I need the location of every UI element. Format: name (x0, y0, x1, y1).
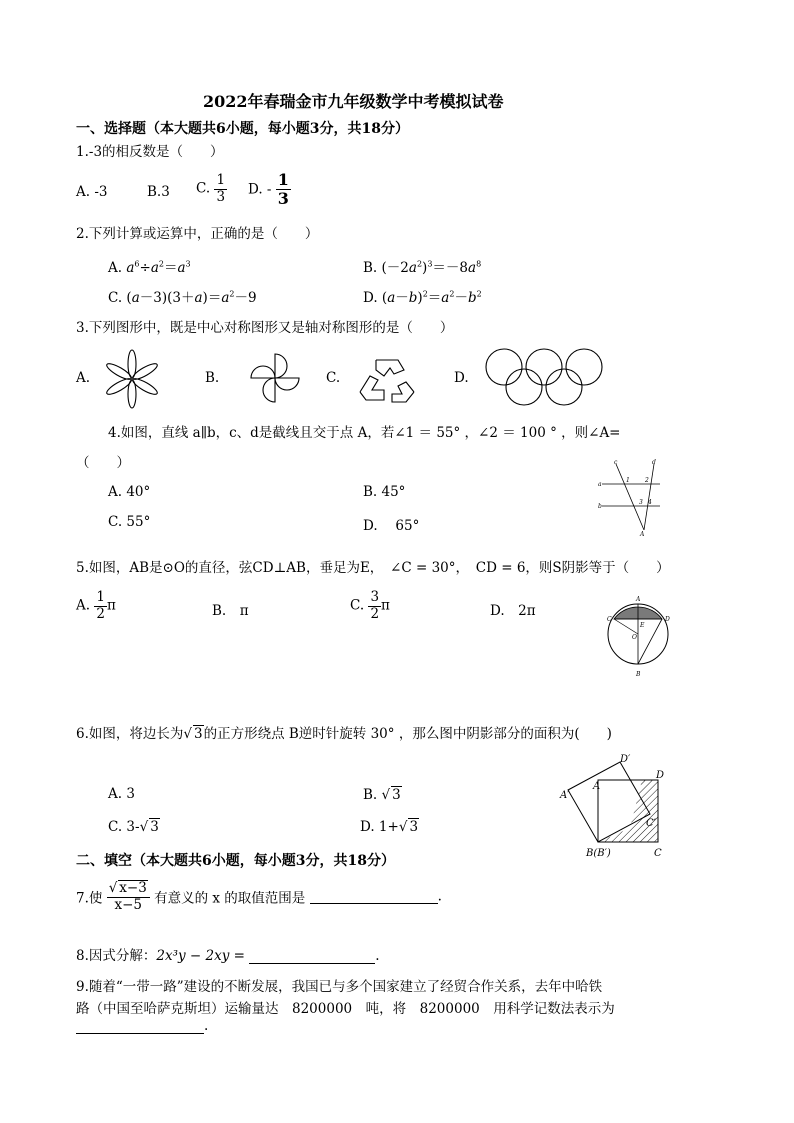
q1-option-d-fraction (276, 171, 291, 209)
q5-c-numerator: 3 (370, 589, 380, 605)
q3-figure-pinwheel (247, 350, 303, 406)
q4-figure-transversals (598, 460, 662, 536)
q1-c-numerator: 1 (216, 172, 226, 188)
q1-c-denominator: 3 (216, 188, 226, 205)
q4-fig-label-3: 3 (639, 499, 643, 506)
q5-c-denominator: 2 (370, 605, 380, 622)
q7-radicand: x−3 (119, 880, 147, 896)
q5-option-a-suffix: π (106, 597, 116, 614)
q4-fig-label-b: b (598, 503, 602, 510)
q5-fig-label-D: D (665, 616, 670, 623)
q9-end: . (204, 1018, 209, 1034)
q2-option-a-prefix: A. (108, 260, 123, 276)
q6-option-c-prefix: C. 3- (108, 819, 140, 835)
q3-option-b: B. (205, 370, 220, 386)
q2-option-d-prefix: D. (363, 290, 378, 306)
q6-fig-label-B: B(B′) (586, 848, 611, 859)
question-7 (76, 880, 442, 913)
q5-option-c-fraction (368, 590, 381, 622)
q1-option-a: A. -3 (76, 184, 108, 200)
q6-fig-label-Aprime: A′ (560, 790, 570, 801)
q7-pre: 7.使 (76, 890, 103, 907)
q6-option-b-radicand: 3 (392, 787, 401, 803)
q6-fig-label-C: C (654, 848, 662, 859)
q4-fig-label-a: a (598, 481, 602, 488)
q6-option-c: C. 3-√ 3 (108, 819, 159, 835)
q6-fig-label-Dprime: D′ (620, 754, 631, 765)
q6-stem-post: 的正方形绕点 B逆时针旋转 30° ，那么图中阴影部分的面积为( ) (203, 726, 612, 742)
q6-fig-label-A: A (593, 781, 601, 792)
question-9-line2: 路（中国至哈萨克斯坦）运输量达 8200000 吨，将 8200000 用科学记数法表示为 (76, 1001, 615, 1017)
q3-option-a: A. (76, 370, 91, 386)
q6-fig-label-D: D (656, 770, 665, 781)
question-1-stem: 1.-3的相反数是（ ） (76, 144, 224, 160)
section-heading-choice: 一、选择题（本大题共6小题，每小题3分，共18分） (76, 121, 409, 137)
q5-option-c (350, 590, 390, 622)
q3-figure-petals (100, 347, 164, 411)
question-2-stem: 2.下列计算或运算中，正确的是（ ） (76, 226, 319, 242)
q6-option-d: D. 1+√ 3 (360, 819, 419, 835)
question-3-stem: 3.下列图形中，既是中心对称图形又是轴对称图形的是（ ） (76, 320, 454, 336)
q3-option-c: C. (326, 370, 341, 386)
q7-post: 有意义的 x 的取值范围是 (154, 890, 306, 907)
q1-option-b: B.3 (147, 184, 170, 200)
q2-option-b: B. $(-2a^2)^3=-8a^8$ (363, 259, 482, 276)
q7-denominator: x−5 (114, 896, 142, 913)
q4-option-d: D. 65° (363, 518, 420, 534)
q4-option-b: B. 45° (363, 484, 406, 500)
q1-d-denominator: 3 (277, 189, 289, 209)
q5-a-numerator: 1 (96, 589, 105, 605)
q4-option-c: C. 55° (108, 514, 151, 530)
q5-figure-circle (598, 590, 680, 680)
q1-option-c (196, 173, 227, 205)
q1-option-d-prefix: D. - (248, 181, 272, 198)
q4-fig-label-c: c (614, 459, 618, 466)
question-5-stem: 5.如图，AB是⊙O的直径，弦CD⊥AB，垂足为E， ∠C = 30°， CD = 6，则S阴影等于（ ） (76, 560, 670, 576)
q2-option-d: D. $(a-b)^2=a^2-b^2$ (363, 289, 482, 306)
q5-fig-label-A: A (636, 596, 641, 603)
q4-fig-label-d: d (652, 459, 656, 466)
q6-figure-rotated-squares (560, 752, 684, 862)
q2-option-b-prefix: B. (363, 260, 378, 276)
q6-option-d-prefix: D. 1+ (360, 819, 399, 835)
question-9-answer (76, 1018, 208, 1034)
q8-end: . (375, 948, 380, 964)
q8-answer-blank[interactable] (249, 949, 375, 964)
q5-option-c-suffix: π (381, 597, 390, 614)
q5-option-a-fraction (94, 590, 107, 622)
q6-stem-radicand: 3 (194, 726, 203, 742)
q9-answer-blank[interactable] (76, 1019, 204, 1034)
page-title: 2022年春瑞金市九年级数学中考模拟试卷 (203, 92, 504, 111)
q4-fig-label-1: 1 (626, 477, 630, 484)
q6-option-d-radicand: 3 (409, 819, 419, 835)
q2-option-c: C. $(a-3)(3+a)=a^2-9$ (108, 289, 257, 306)
q4-option-a: A. 40° (108, 484, 151, 500)
q3-figure-recycle (356, 350, 418, 406)
q1-option-d (248, 171, 291, 209)
q6-stem-pre: 6.如图，将边长为 (76, 726, 184, 742)
q8-pre: 8.因式分解： (76, 948, 157, 964)
q5-a-denominator: 2 (96, 605, 105, 622)
q5-option-a-prefix: A. (76, 597, 91, 614)
q6-fig-label-Cprime: C′ (646, 818, 656, 829)
q5-fig-label-C: C (607, 616, 612, 623)
q2-option-c-prefix: C. (108, 290, 123, 306)
q3-figure-rings (484, 347, 606, 409)
q4-fig-label-A: A (640, 531, 645, 538)
q3-option-d: D. (454, 370, 469, 386)
q7-end: . (437, 888, 442, 905)
q1-d-numerator: 1 (277, 170, 289, 189)
q5-option-b: B. π (212, 603, 249, 619)
q5-fig-label-B: B (636, 671, 641, 678)
question-6-stem: 6.如图，将边长为√ 3的正方形绕点 B逆时针旋转 30° ，那么图中阴影部分的面积为( ) (76, 726, 612, 742)
question-8 (76, 944, 380, 964)
q5-fig-label-E: E (640, 622, 645, 629)
q4-fig-label-2: 2 (645, 477, 649, 484)
q6-option-a: A. 3 (108, 786, 135, 802)
q8-expression: 2x³y − 2xy = (156, 948, 245, 964)
q4-fig-label-4: 4 (648, 499, 652, 506)
question-4-stem: 4.如图，直线 a∥b，c、d是截线且交于点 A，若∠1 ＝ 55° ，∠2 ＝ 100 ° ，则∠A= (108, 425, 621, 441)
q5-option-a (76, 590, 116, 622)
q5-fig-label-O: O (632, 634, 637, 641)
q7-fraction (107, 880, 150, 913)
q1-option-c-prefix: C. (196, 180, 211, 197)
q1-option-c-fraction (214, 173, 227, 205)
q5-option-d: D. 2π (490, 603, 536, 619)
q7-numerator: √ x−3 (107, 880, 150, 898)
q7-answer-blank[interactable] (310, 889, 438, 904)
q5-option-c-prefix: C. (350, 597, 365, 614)
question-9-line1: 9.随着“一带一路”建设的不断发展，我国已与多个国家建立了经贸合作关系，去年中哈铁 (76, 979, 603, 995)
section-heading-fill: 二、填空（本大题共6小题，每小题3分，共18分） (76, 853, 395, 869)
q6-option-c-radicand: 3 (150, 819, 159, 835)
q2-option-a: A. $a^6\div a^2=a^3$ (108, 259, 191, 276)
question-4-stem-cont: （ ） (76, 455, 130, 471)
q6-option-b: B. √ 3 (363, 787, 401, 803)
q6-option-b-prefix: B. (363, 787, 378, 803)
